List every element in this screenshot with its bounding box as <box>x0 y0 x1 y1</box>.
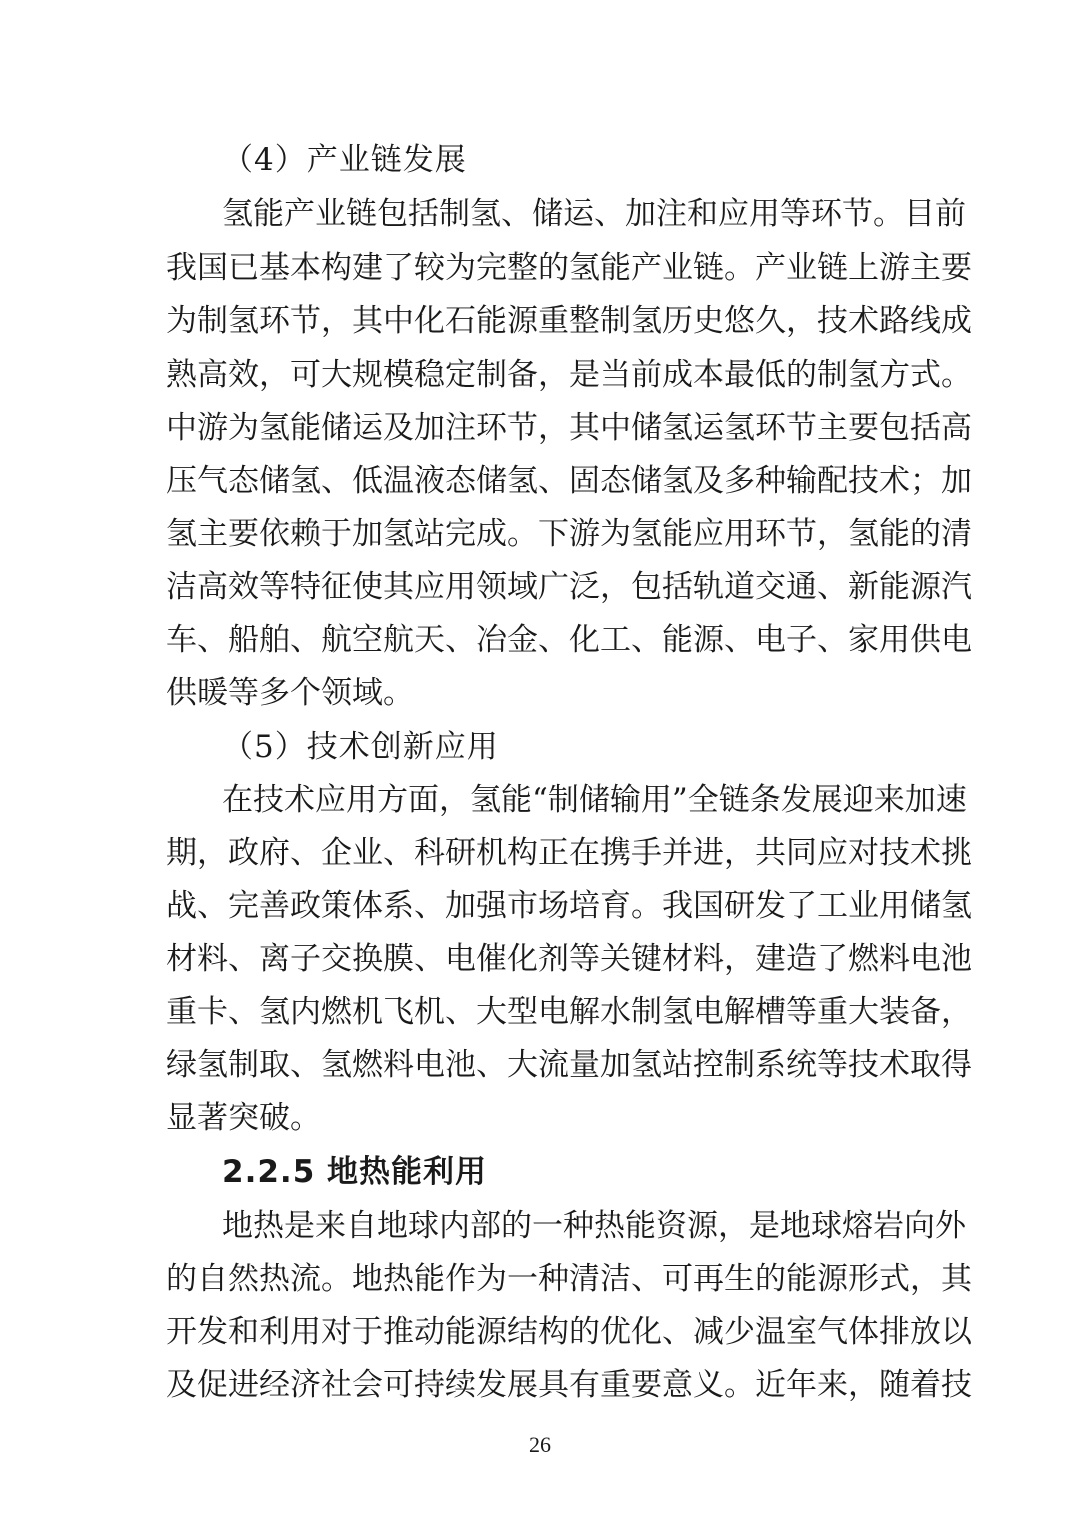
paragraph-line: 地热是来自地球内部的一种热能资源，是地球熔岩向外 <box>222 1208 966 1244</box>
paragraph-line: 洁高效等特征使其应用领域广泛，包括轨道交通、新能源汽 <box>166 569 972 605</box>
section-heading-geothermal: 2.2.5 地热能利用 <box>222 1154 488 1190</box>
paragraph-line: 战、完善政策体系、加强市场培育。我国研发了工业用储氢 <box>166 888 972 924</box>
paragraph-line: 氢主要依赖于加氢站完成。下游为氢能应用环节，氢能的清 <box>166 516 972 552</box>
paragraph-line: 压气态储氢、低温液态储氢、固态储氢及多种输配技术；加 <box>166 463 972 499</box>
paragraph-line: 开发和利用对于推动能源结构的优化、减少温室气体排放以 <box>166 1314 972 1350</box>
paragraph-line: 在技术应用方面，氢能“制储输用”全链条发展迎来加速 <box>222 782 967 818</box>
paragraph-line: 材料、离子交换膜、电催化剂等关键材料，建造了燃料电池 <box>166 941 972 977</box>
paragraph-line: 中游为氢能储运及加注环节，其中储氢运氢环节主要包括高 <box>166 410 972 446</box>
paragraph-line: 及促进经济社会可持续发展具有重要意义。近年来，随着技 <box>166 1367 972 1403</box>
paragraph-line: 的自然热流。地热能作为一种清洁、可再生的能源形式，其 <box>166 1261 972 1297</box>
paragraph-line: 显著突破。 <box>166 1100 321 1136</box>
paragraph-line: 供暖等多个领域。 <box>166 675 414 711</box>
paragraph-line: 为制氢环节，其中化石能源重整制氢历史悠久，技术路线成 <box>166 303 972 339</box>
paragraph-line: 重卡、氢内燃机飞机、大型电解水制氢电解槽等重大装备， <box>166 994 972 1030</box>
paragraph-line: 我国已基本构建了较为完整的氢能产业链。产业链上游主要 <box>166 250 972 286</box>
paragraph-line: 绿氢制取、氢燃料电池、大流量加氢站控制系统等技术取得 <box>166 1047 972 1083</box>
paragraph-line: 期，政府、企业、科研机构正在携手并进，共同应对技术挑 <box>166 835 972 871</box>
page-number: 26 <box>529 1432 551 1457</box>
paragraph-line: 氢能产业链包括制氢、储运、加注和应用等环节。目前 <box>222 196 966 232</box>
subheading-industry-chain: （4）产业链发展 <box>222 142 467 178</box>
subheading-tech-innovation: （5）技术创新应用 <box>222 729 499 765</box>
paragraph-line: 熟高效，可大规模稳定制备，是当前成本最低的制氢方式。 <box>166 357 972 393</box>
paragraph-line: 车、船舶、航空航天、冶金、化工、能源、电子、家用供电 <box>166 622 972 658</box>
